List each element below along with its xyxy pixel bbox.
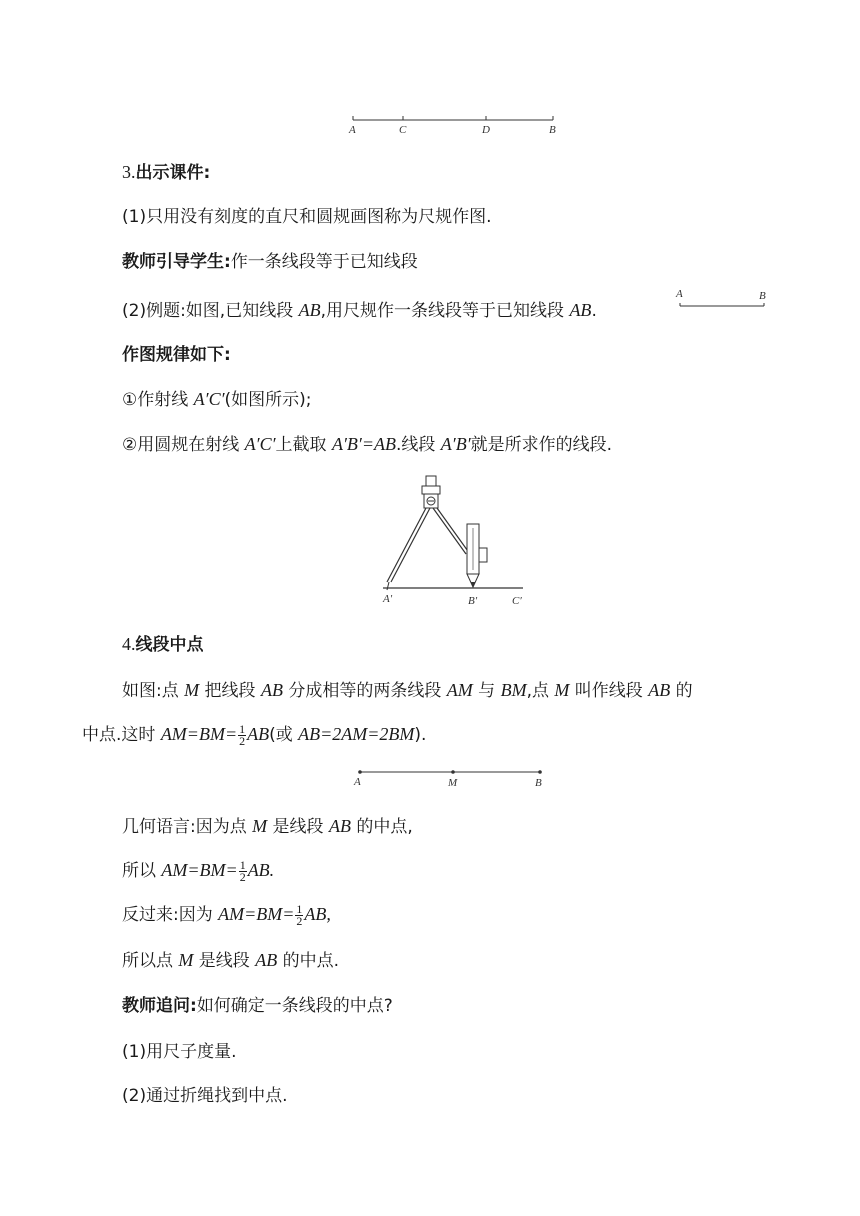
definition-segment: AB [648, 680, 671, 700]
definition-segment: M [554, 680, 570, 700]
answer-1: (1)用尺子度量. [122, 1042, 237, 1062]
definition-segment: AM [446, 680, 473, 700]
label-b-prime: B′ [468, 595, 478, 607]
converse-line: 反过来:因为 AM=BM= $\frac{1}{2}$ AB, [122, 901, 331, 928]
definition-segment: BM [500, 680, 527, 700]
definition-segment: 叫作线段 [569, 681, 649, 701]
definition-segment: 与 [472, 681, 501, 701]
fraction-one-half: $\frac{1}{2}$ [239, 721, 246, 748]
definition-segment: 把线段 [199, 681, 261, 701]
segment-ab-figure [672, 286, 772, 312]
section-4-heading: 4.线段中点 [122, 634, 204, 655]
segment-acdb-figure [340, 112, 570, 138]
definition-segment: 的 [670, 681, 693, 701]
label-a: A [354, 776, 361, 788]
label-c-prime: C′ [512, 595, 522, 607]
teacher-question-line: 教师追问:如何确定一条线段的中点? [122, 996, 393, 1016]
teacher-guide-line: 教师引导学生:作一条线段等于已知线段 [122, 252, 418, 272]
definition-line: (1)只用没有刻度的直尺和圆规画图称为尺规作图. [122, 207, 492, 227]
answer-2: (2)通过折绳找到中点. [122, 1086, 288, 1106]
definition-segment: AB [260, 680, 283, 700]
label-b: B [535, 777, 542, 789]
label-a-prime: A′ [383, 593, 393, 605]
conclusion-line: 所以点 M 是线段 AB 的中点. [122, 950, 340, 971]
therefore-line: 所以 AM=BM= $\frac{1}{2}$ AB. [122, 857, 275, 884]
compass-construction-figure [375, 470, 535, 610]
fraction-one-half: $\frac{1}{2}$ [296, 901, 303, 928]
midpoint-definition [122, 678, 693, 703]
label-b: B [549, 124, 556, 136]
fraction-one-half: $\frac{1}{2}$ [239, 857, 246, 884]
segment-amb-figure [348, 764, 548, 792]
example-line: (2)例题:如图,已知线段 AB,用尺规作一条线段等于已知线段 AB. [122, 300, 597, 321]
rule-heading: 作图规律如下: [122, 345, 231, 365]
label-b: B [759, 290, 766, 302]
step-2: ②用圆规在射线 A′C′上截取 A′B′=AB.线段 A′B′就是所求作的线段. [122, 434, 613, 455]
definition-segment: ,点 [526, 681, 555, 701]
label-d: D [482, 124, 490, 136]
midpoint-definition-cont: 中点.这时 AM=BM= $\frac{1}{2}$ AB(或 AB=2AM=2BM). [82, 721, 427, 748]
label-c: C [399, 124, 407, 136]
step-1: ①作射线 A′C′(如图所示); [122, 389, 312, 410]
label-a: A [349, 124, 356, 136]
section-3-heading: 3.出示课件: [122, 162, 211, 183]
definition-segment: M [184, 680, 200, 700]
label-m: M [448, 777, 458, 789]
geometric-language: 几何语言:因为点 M 是线段 AB 的中点, [122, 816, 413, 837]
definition-segment: 分成相等的两条线段 [282, 681, 447, 701]
label-a: A [676, 288, 683, 300]
definition-segment: 如图:点 [122, 681, 185, 701]
